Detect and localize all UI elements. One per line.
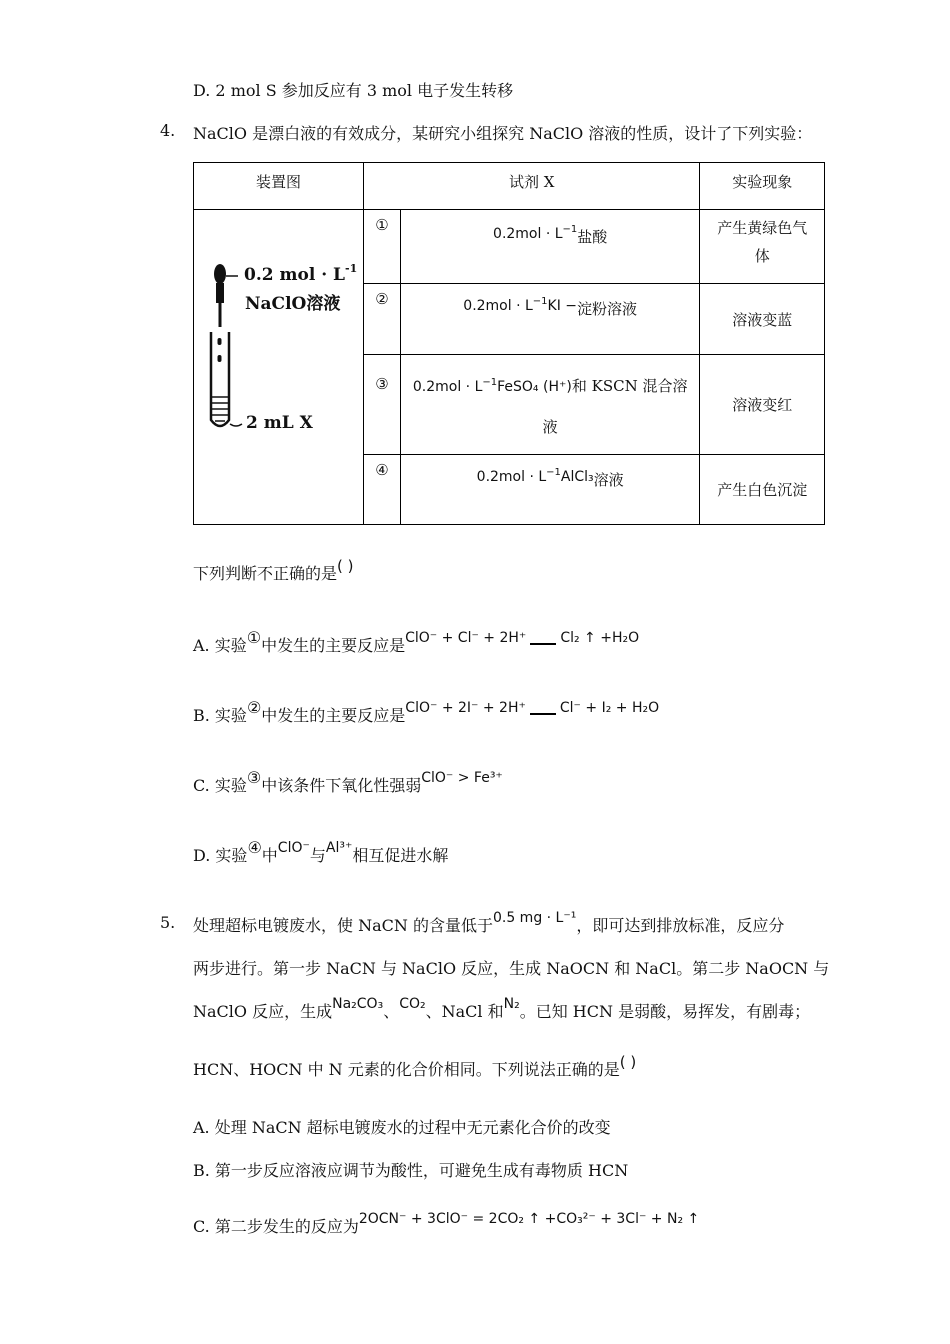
q5-option-c[interactable]: C. 第二步发生的反应为2OCN⁻ + 3ClO⁻ = 2CO₂ ↑ +CO₃²⁻ + 3Cl⁻ + N₂ ↑ (193, 1211, 700, 1236)
q4-question: 下列判断不正确的是( ) (193, 557, 354, 583)
q5-line4: HCN、HOCN 中 N 元素的化合价相同。下列说法正确的是( ) (193, 1053, 637, 1079)
row1-reagent: $0.2mol \cdot L^{-1}$盐酸 (400, 210, 700, 284)
apparatus-label-conc: 0.2 mol · $L^{-1}$ (244, 262, 358, 285)
experiment-table (193, 162, 825, 525)
row2-reagent: $0.2mol \cdot L^{-1}KI$ −淀粉溶液 (400, 284, 700, 355)
q4-option-a[interactable]: A. 实验①中发生的主要反应是ClO⁻ + Cl⁻ + 2H⁺ Cl₂ ↑ +H₂O (193, 628, 640, 655)
q5-line2: 两步进行。第一步 NaCN 与 NaClO 反应，生成 NaOCN 和 NaCl。第二步 NaOCN 与 (193, 959, 830, 978)
q5-line1: 处理超标电镀废水，使 NaCN 的含量低于0.5 mg · L⁻¹，即可达到排放标准，反应分 (193, 910, 785, 935)
apparatus-diagram (194, 210, 364, 525)
question-number: 5. (160, 913, 176, 932)
row2-num: ② (364, 284, 401, 355)
row4-reagent: $0.2mol \cdot L^{-1}AlCl_3$溶液 (400, 454, 700, 524)
q5-option-b[interactable]: B. 第一步反应溶液应调节为酸性，可避免生成有毒物质 HCN (193, 1161, 629, 1180)
q4-option-d[interactable]: D. 实验④中ClO⁻与Al³⁺相互促进水解 (193, 838, 449, 865)
question-number: 4. (160, 121, 176, 140)
q4-option-b[interactable]: B. 实验②中发生的主要反应是ClO⁻ + 2I⁻ + 2H⁺ Cl⁻ + I₂ + H₂O (193, 698, 660, 725)
header-reagent: 试剂 X (364, 163, 700, 210)
apparatus-label-solution: NaClO溶液 (245, 294, 341, 314)
q4-option-c[interactable]: C. 实验③中该条件下氧化性强弱ClO⁻ > Fe³⁺ (193, 768, 503, 795)
dropper-test-tube-icon (194, 210, 363, 524)
row1-num: ① (364, 210, 401, 284)
row3-phenomenon: 溶液变红 (700, 355, 825, 454)
apparatus-label-x: 2 mL X (246, 413, 313, 433)
header-apparatus: 装置图 (194, 163, 364, 210)
row3-num: ③ (364, 355, 401, 454)
q5-line3: NaClO 反应，生成Na₂CO₃、CO₂、NaCl 和N₂。已知 HCN 是弱酸，易挥发，有剧毒； (193, 996, 811, 1021)
row4-phenomenon: 产生白色沉淀 (700, 454, 825, 524)
q5-option-a[interactable]: A. 处理 NaCN 超标电镀废水的过程中无元素化合价的改变 (193, 1118, 611, 1137)
row2-phenomenon: 溶液变蓝 (700, 284, 825, 355)
row4-num: ④ (364, 454, 401, 524)
question-stem: NaClO 是漂白液的有效成分，某研究小组探究 NaClO 溶液的性质，设计了下列实验： (193, 124, 813, 143)
q3-option-d: D. 2 mol S 参加反应有 3 mol 电子发生转移 (193, 81, 514, 100)
row1-phenomenon: 产生黄绿色气体 (700, 210, 825, 284)
header-phenomenon: 实验现象 (700, 163, 825, 210)
row3-reagent: $0.2mol \cdot L^{-1}FeSO_4$ (H⁺)和 KSCN 混合溶 液 (400, 355, 700, 454)
